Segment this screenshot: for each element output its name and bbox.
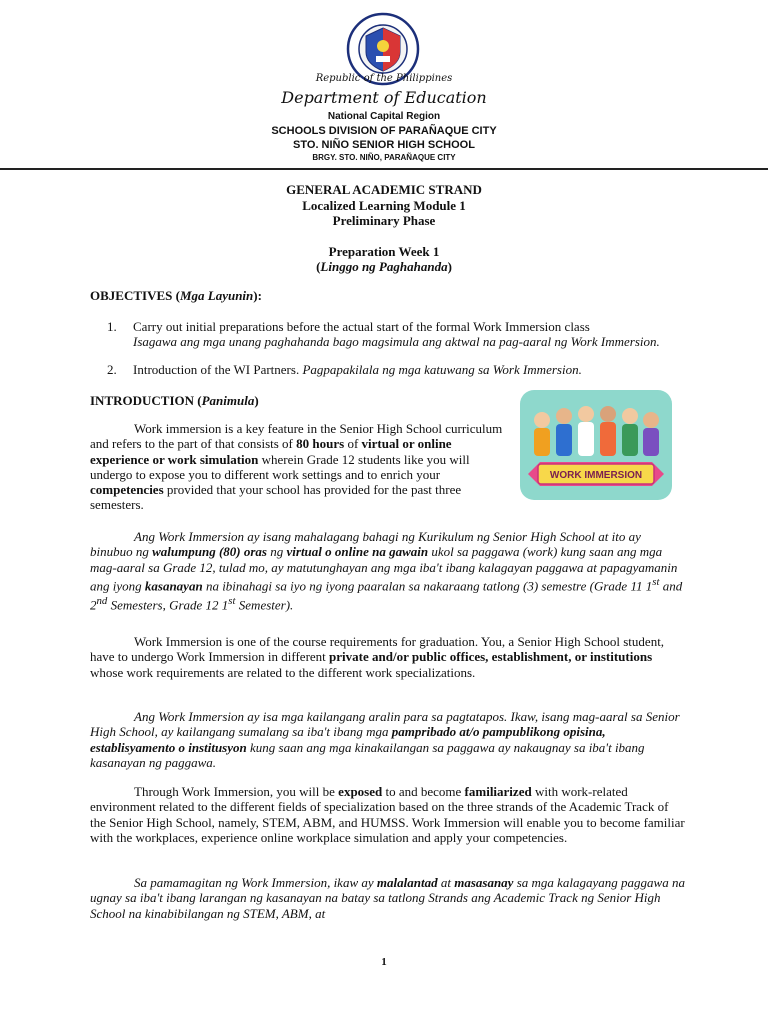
objective-item (107, 362, 707, 377)
week-subtitle: (Linggo ng Paghahanda) (316, 259, 452, 274)
school-name: STO. NIÑO SENIOR HIGH SCHOOL (293, 139, 475, 151)
objective-text-tl: Pagpapakilala ng mga katuwang sa Work Immersion. (302, 362, 582, 377)
objectives-heading: OBJECTIVES (Mga Layunin): (90, 288, 262, 303)
work-immersion-illustration (520, 390, 672, 500)
phase-title: Preliminary Phase (332, 213, 436, 228)
department-line: Department of Education (281, 88, 487, 107)
page-number: 1 (381, 956, 387, 968)
region-line: National Capital Region (327, 111, 441, 122)
introduction-heading: INTRODUCTION (Panimula) (90, 393, 259, 408)
strand-title: GENERAL ACADEMIC STRAND (286, 182, 482, 197)
objective-text: Carry out initial preparations before the actual start of the formal Work Immersion class (133, 319, 590, 334)
objective-text-tl: Isagawa ang mga unang paghahanda bago magsimula ang aktwal na pag-aaral ng Work Immersion. (133, 334, 660, 349)
requirements-paragraph-tl: Ang Work Immersion ay isa mga kailangang aralin para sa pagtatapos. Ikaw, isang mag-aaral sa Senior High School, ay kailangang sumalang sa iba't ibang mga pampribado at/o pampublikong opisina, establisyamento o institusyon kung saan ang mga kinakailangan sa paggawa ay nakaugnay sa iba't ibang kasanayan ng paggawa. (90, 709, 680, 770)
division-line: SCHOOLS DIVISION OF PARAÑAQUE CITY (271, 125, 497, 137)
school-address: BRGY. STO. NIÑO, PARAÑAQUE CITY (312, 153, 456, 162)
intro-paragraph-tl: Ang Work Immersion ay isang mahalagang bahagi ng Kurikulum ng Senior High School at ito ay binubuo ng walumpung (80) oras ng virtual o online na gawain ukol sa paggawa (work) kung saan ang mga mag-aaral sa Grade 12, tulad mo, ay matutunghayan ang mga iba't ibang kalagayan paggawa at papagyamanin ang iyong kasanayan na ibinahagi sa iyo ng iyong paaralan sa nakaraang tatlong (3) semestre (Grade 11 1st and 2nd Semesters, Grade 12 1st Semester). (90, 529, 683, 612)
objective-item (107, 319, 707, 349)
republic-line: Republic of the Philippines (315, 73, 453, 84)
exposure-paragraph: Through Work Immersion, you will be exposed to and become familiarized with work-related environment related to the different fields of specialization based on the three strands of the Academic Track of the Senior High School, namely, STEM, ABM, and HUMSS. Work Immersion will enable you to become familiar with the workplaces, experience online workplace simulation and apply your competencies. (90, 784, 685, 845)
week-title: Preparation Week 1 (328, 244, 440, 259)
header-divider (0, 168, 768, 170)
intro-paragraph: Work immersion is a key feature in the Senior High School curriculum and refers to the part of that consists of 80 hours of virtual or online experience or work simulation wherein Grade 12 students like you will undergo to expose you to different work settings and to enrich your competencies provided that your school has provided for the past three semesters. (90, 421, 503, 513)
requirements-paragraph: Work Immersion is one of the course requirements for graduation. You, a Senior High School student, have to undergo Work Immersion in different private and/or public offices, establishment, or institutions whose work requirements are related to the different work specializations. (90, 634, 665, 680)
work-immersion-banner-text: WORK IMMERSION (549, 470, 643, 481)
exposure-paragraph-tl: Sa pamamagitan ng Work Immersion, ikaw ay malalantad at masasanay sa mga kalagayang paggawa na ugnay sa iba't ibang larangan ng kasanayan na batay sa tatlong Strands ang Academic Track ng Senior High School na kinabibilangan ng STEM, ABM, at (90, 875, 685, 921)
objective-number: 1. (107, 319, 117, 334)
objective-number: 2. (107, 362, 117, 377)
module-title: Localized Learning Module 1 (302, 198, 466, 213)
objective-text: Introduction of the WI Partners. (133, 362, 300, 377)
